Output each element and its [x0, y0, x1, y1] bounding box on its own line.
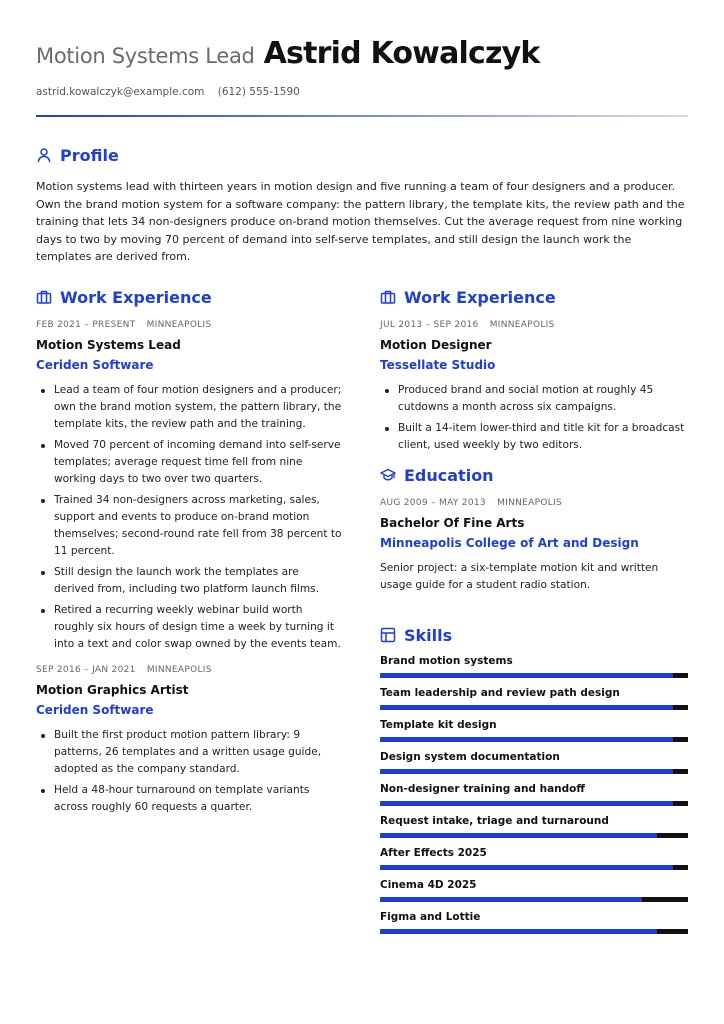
skill-level-fill: [380, 737, 673, 742]
skill-name: Figma and Lottie: [380, 911, 481, 923]
profile-heading: [36, 144, 688, 166]
job-bullets: [36, 727, 342, 816]
work-experience-heading: [380, 286, 688, 308]
job-org: Ceriden Software: [36, 358, 154, 372]
skill-name: Template kit design: [380, 719, 497, 731]
job-entry: [36, 665, 342, 816]
skill-name: Brand motion systems: [380, 655, 513, 667]
job-meta: [36, 665, 342, 675]
job-dates: FEB 2021 – PRESENT: [36, 320, 136, 330]
skill-item: [380, 686, 688, 710]
name-line: [36, 34, 688, 78]
education-meta: [380, 498, 688, 508]
job-location: MINNEAPOLIS: [146, 665, 212, 675]
skill-name: Non-designer training and handoff: [380, 783, 585, 795]
skill-level-fill: [380, 865, 673, 870]
person-icon: [36, 147, 52, 163]
bullet-item: Still design the launch work the templates are derived from, including two platform launch films.: [36, 564, 342, 598]
skill-item: [380, 718, 688, 742]
skill-level-fill: [380, 673, 673, 678]
skill-level-bar: [380, 769, 688, 774]
full-name: Astrid Kowalczyk: [263, 36, 540, 71]
skill-level-fill: [380, 705, 673, 710]
job-role: Motion Graphics Artist: [36, 683, 189, 697]
profile-summary: Motion systems lead with thirteen years in motion design and five running a team of four designers and a producer. Own the brand motion system for a software company: the pattern library, the template kits, the review path and the training that lets 34 non-designers produce on-brand motion themselves. Cut the average request from nine working days to two by moving 70 percent of demand into self-serve templates, and still design the launch work the templates are derived from.: [36, 180, 685, 263]
briefcase-icon: [36, 289, 52, 305]
skills-title: Skills: [404, 625, 453, 645]
profile-section: [36, 144, 688, 266]
job-location: MINNEAPOLIS: [489, 320, 555, 330]
work-experience-title: Work Experience: [60, 287, 212, 307]
phone[interactable]: (612) 555-1590: [217, 86, 300, 98]
job-location: MINNEAPOLIS: [146, 320, 212, 330]
bullet-item: Lead a team of four motion designers and a producer; own the brand motion system, the pattern library, the template kits, the review path and the training.: [36, 382, 342, 433]
education-heading: [380, 464, 688, 486]
skill-level-bar: [380, 673, 688, 678]
bullet-item: Built the first product motion pattern library: 9 patterns, 26 templates and a written usage guide, adopted as the company standard.: [36, 727, 342, 778]
skill-level-bar: [380, 705, 688, 710]
skill-level-fill: [380, 833, 657, 838]
education-title: Education: [404, 465, 494, 485]
job-dates: JUL 2013 – SEP 2016: [380, 320, 479, 330]
skill-item: [380, 814, 688, 838]
header-divider: [36, 115, 688, 117]
job-bullets: [380, 382, 688, 454]
skill-item: [380, 878, 688, 902]
skill-item: [380, 654, 688, 678]
skill-level-bar: [380, 929, 688, 934]
job-role: Motion Designer: [380, 338, 492, 352]
education-dates: AUG 2009 – MAY 2013: [380, 498, 486, 508]
work-experience-title: Work Experience: [404, 287, 556, 307]
skill-level-bar: [380, 833, 688, 838]
education-note: Senior project: a six-template motion kit and written usage guide for a student radio station.: [380, 562, 659, 591]
school: Minneapolis College of Art and Design: [380, 536, 639, 550]
briefcase-icon: [380, 289, 396, 305]
skill-level-bar: [380, 737, 688, 742]
work-experience-heading: [36, 286, 342, 308]
skill-level-fill: [380, 801, 673, 806]
job-entry: [36, 320, 342, 653]
skills-section: [380, 624, 688, 934]
job-bullets: [36, 382, 342, 653]
skill-item: [380, 846, 688, 870]
right-column: [380, 286, 688, 934]
skill-name: Cinema 4D 2025: [380, 879, 477, 891]
bullet-item: Held a 48-hour turnaround on template variants across roughly 60 requests a quarter.: [36, 782, 342, 816]
resume-header: [36, 34, 688, 98]
graduation-cap-icon: [380, 467, 396, 483]
skill-item: [380, 750, 688, 774]
bullet-item: Built a 14-item lower-third and title kit for a broadcast client, used weekly by two editors.: [380, 420, 688, 454]
skill-level-fill: [380, 929, 657, 934]
layout-icon: [380, 627, 396, 643]
skill-name: Request intake, triage and turnaround: [380, 815, 609, 827]
skills-heading: [380, 624, 688, 646]
skill-level-bar: [380, 801, 688, 806]
job-dates: SEP 2016 – JAN 2021: [36, 665, 136, 675]
degree: Bachelor Of Fine Arts: [380, 516, 525, 530]
skill-level-bar: [380, 897, 688, 902]
education-section: [380, 464, 688, 594]
email[interactable]: astrid.kowalczyk@example.com: [36, 86, 205, 98]
job-org: Ceriden Software: [36, 703, 154, 717]
skill-item: [380, 782, 688, 806]
left-column: [36, 286, 342, 820]
job-meta: [380, 320, 688, 330]
skill-level-bar: [380, 865, 688, 870]
skill-name: Team leadership and review path design: [380, 687, 620, 699]
skill-name: Design system documentation: [380, 751, 560, 763]
contact-line: [36, 86, 688, 98]
skill-level-fill: [380, 769, 673, 774]
bullet-item: Produced brand and social motion at roughly 45 cutdowns a month across six campaigns.: [380, 382, 688, 416]
skill-level-fill: [380, 897, 642, 902]
job-org: Tessellate Studio: [380, 358, 496, 372]
bullet-item: Trained 34 non-designers across marketing, sales, support and events to produce on-brand motion themselves; second-round rate fell from 38 percent to 11 percent.: [36, 492, 342, 560]
job-entry: [380, 320, 688, 454]
job-meta: [36, 320, 342, 330]
skill-name: After Effects 2025: [380, 847, 487, 859]
bullet-item: Moved 70 percent of incoming demand into self-serve templates; average request time fell from nine working days to two over two quarters.: [36, 437, 342, 488]
education-location: MINNEAPOLIS: [497, 498, 562, 508]
job-title: Motion Systems Lead: [36, 44, 255, 68]
job-role: Motion Systems Lead: [36, 338, 181, 352]
bullet-item: Retired a recurring weekly webinar build worth roughly six hours of design time a week by turning it into a text and color swap owned by the events team.: [36, 602, 342, 653]
skill-item: [380, 910, 688, 934]
skills-list: [380, 654, 688, 934]
profile-title: Profile: [60, 145, 119, 165]
